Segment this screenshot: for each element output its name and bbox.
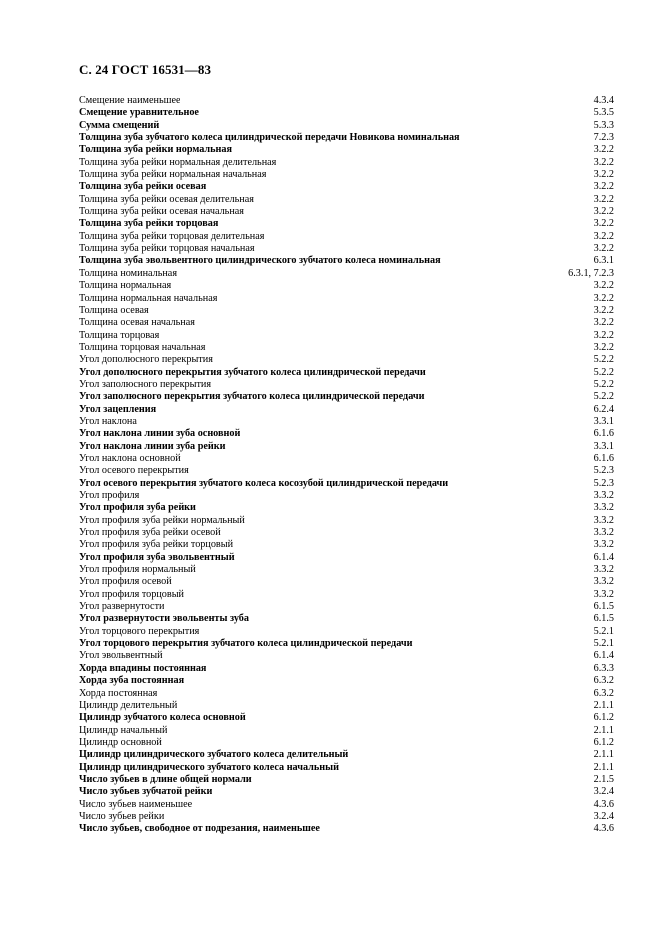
index-entry <box>79 762 614 774</box>
index-reference: 3.2.2 <box>593 193 614 205</box>
index-entry <box>79 527 614 539</box>
index-reference: 3.2.2 <box>593 156 614 168</box>
alphabetical-index <box>79 95 614 836</box>
index-entry <box>79 737 614 749</box>
index-reference: 3.3.2 <box>593 502 614 514</box>
index-entry <box>79 552 614 564</box>
index-entry <box>79 194 614 206</box>
index-term: Число зубьев, свободное от подрезания, наименьшее <box>79 823 320 835</box>
index-entry <box>79 181 614 193</box>
index-entry <box>79 379 614 391</box>
index-term: Цилиндр цилиндрического зубчатого колеса делительный <box>79 749 349 761</box>
page-header: С. 24 ГОСТ 16531—83 <box>79 62 212 77</box>
index-reference: 3.2.2 <box>593 292 614 304</box>
index-reference: 5.2.3 <box>593 465 614 477</box>
index-reference: 4.3.4 <box>593 95 614 106</box>
index-term: Толщина зуба рейки торцовая делительная <box>79 230 265 242</box>
index-entry <box>79 293 614 305</box>
index-reference: 5.2.1 <box>593 638 614 650</box>
index-reference: 2.1.1 <box>593 699 614 711</box>
index-entry <box>79 367 614 379</box>
index-term: Цилиндр начальный <box>79 724 168 736</box>
index-term: Угол наклона <box>79 415 137 427</box>
index-term: Толщина зуба рейки торцовая <box>79 218 219 230</box>
index-entry <box>79 564 614 576</box>
index-reference: 6.3.2 <box>593 687 614 699</box>
index-entry <box>79 502 614 514</box>
index-term: Угол торцового перекрытия <box>79 625 200 637</box>
index-term: Угол осевого перекрытия зубчатого колеса косозубой цилиндрической передачи <box>79 477 449 489</box>
index-entry <box>79 354 614 366</box>
index-entry <box>79 725 614 737</box>
index-term: Толщина зуба рейки осевая начальная <box>79 206 244 218</box>
index-entry <box>79 157 614 169</box>
index-term: Толщина осевая <box>79 304 149 316</box>
index-entry <box>79 465 614 477</box>
index-reference: 6.1.6 <box>593 428 614 440</box>
index-term: Число зубьев в длине общей нормали <box>79 773 252 785</box>
index-entry <box>79 132 614 144</box>
index-reference: 6.1.4 <box>593 551 614 563</box>
index-entry <box>79 650 614 662</box>
index-term: Угол профиля торцовый <box>79 588 184 600</box>
index-reference: 3.3.2 <box>593 564 614 576</box>
index-reference: 4.3.6 <box>593 798 614 810</box>
index-term: Толщина нормальная начальная <box>79 292 218 304</box>
index-entry <box>79 601 614 613</box>
index-reference: 3.2.2 <box>593 304 614 316</box>
index-entry <box>79 675 614 687</box>
index-entry <box>79 169 614 181</box>
index-reference: 7.2.3 <box>593 132 614 144</box>
index-reference: 3.2.2 <box>593 341 614 353</box>
index-reference: 3.3.1 <box>593 415 614 427</box>
index-entry <box>79 218 614 230</box>
index-reference: 5.2.3 <box>593 477 614 489</box>
index-reference: 2.1.5 <box>593 773 614 785</box>
index-entry <box>79 774 614 786</box>
index-entry <box>79 688 614 700</box>
index-entry <box>79 317 614 329</box>
index-term: Угол зацепления <box>79 403 157 415</box>
index-term: Толщина зуба рейки нормальная <box>79 144 233 156</box>
index-entry <box>79 268 614 280</box>
index-reference: 3.3.2 <box>593 576 614 588</box>
index-entry <box>79 453 614 465</box>
index-reference: 6.3.1, 7.2.3 <box>568 267 614 279</box>
index-term: Толщина осевая начальная <box>79 317 195 329</box>
index-reference: 6.1.2 <box>593 712 614 724</box>
index-reference: 6.1.4 <box>593 650 614 662</box>
index-entry <box>79 95 614 107</box>
index-reference: 2.1.1 <box>593 761 614 773</box>
index-term: Смещение уравнительное <box>79 107 199 119</box>
index-reference: 3.2.2 <box>593 230 614 242</box>
index-term: Цилиндр делительный <box>79 699 178 711</box>
index-reference: 3.2.2 <box>593 243 614 255</box>
index-entry <box>79 576 614 588</box>
index-entry <box>79 799 614 811</box>
index-reference: 6.1.6 <box>593 452 614 464</box>
index-term: Угол торцового перекрытия зубчатого колеса цилиндрической передачи <box>79 638 413 650</box>
index-term: Число зубьев рейки <box>79 810 165 822</box>
index-entry <box>79 416 614 428</box>
index-term: Угол дополюсного перекрытия <box>79 354 213 366</box>
index-reference: 6.1.2 <box>593 736 614 748</box>
index-reference: 3.2.2 <box>593 329 614 341</box>
index-term: Цилиндр зубчатого колеса основной <box>79 712 246 724</box>
index-entry <box>79 700 614 712</box>
index-reference: 5.2.2 <box>593 354 614 366</box>
index-reference: 2.1.1 <box>593 749 614 761</box>
index-entry <box>79 231 614 243</box>
index-entry <box>79 255 614 267</box>
index-reference: 3.2.2 <box>593 144 614 156</box>
index-entry <box>79 305 614 317</box>
index-reference: 3.2.2 <box>593 317 614 329</box>
index-term: Угол профиля зуба рейки нормальный <box>79 514 245 526</box>
index-entry <box>79 107 614 119</box>
index-term: Хорда зуба постоянная <box>79 675 185 687</box>
index-reference: 6.1.5 <box>593 613 614 625</box>
index-term: Толщина номинальная <box>79 267 178 279</box>
index-entry <box>79 144 614 156</box>
index-entry <box>79 539 614 551</box>
index-reference: 3.3.2 <box>593 490 614 501</box>
index-term: Смещение наименьшее <box>79 95 181 106</box>
index-entry <box>79 823 614 835</box>
index-entry <box>79 589 614 601</box>
index-term: Толщина зуба рейки торцовая начальная <box>79 243 255 255</box>
index-entry <box>79 786 614 798</box>
index-term: Толщина нормальная <box>79 280 172 292</box>
index-reference: 5.2.2 <box>593 391 614 403</box>
index-term: Угол осевого перекрытия <box>79 465 189 477</box>
index-reference: 4.3.6 <box>593 823 614 835</box>
index-entry <box>79 749 614 761</box>
index-reference: 3.2.2 <box>593 169 614 181</box>
index-term: Угол дополюсного перекрытия зубчатого колеса цилиндрической передачи <box>79 366 426 378</box>
index-term: Цилиндр основной <box>79 736 162 748</box>
index-entry <box>79 330 614 342</box>
index-reference: 3.3.1 <box>593 440 614 452</box>
index-entry <box>79 404 614 416</box>
index-term: Угол развернутости эвольвенты зуба <box>79 613 249 625</box>
index-term: Угол профиля <box>79 490 140 501</box>
index-term: Хорда впадины постоянная <box>79 662 207 674</box>
index-term: Угол профиля осевой <box>79 576 172 588</box>
index-reference: 6.1.5 <box>593 601 614 613</box>
index-term: Угол наклона основной <box>79 452 181 464</box>
index-term: Хорда постоянная <box>79 687 158 699</box>
index-entry <box>79 712 614 724</box>
index-term: Угол заполюсного перекрытия зубчатого колеса цилиндрической передачи <box>79 391 425 403</box>
index-reference: 6.3.3 <box>593 662 614 674</box>
index-term: Сумма смещений <box>79 119 160 131</box>
index-entry <box>79 515 614 527</box>
index-reference: 2.1.1 <box>593 724 614 736</box>
index-term: Число зубьев зубчатой рейки <box>79 786 213 798</box>
index-entry <box>79 663 614 675</box>
index-entry <box>79 342 614 354</box>
index-entry <box>79 490 614 502</box>
index-reference: 3.3.2 <box>593 514 614 526</box>
index-term: Угол эвольвентный <box>79 650 163 662</box>
index-reference: 3.2.4 <box>593 810 614 822</box>
index-entry <box>79 120 614 132</box>
index-reference: 3.2.2 <box>593 280 614 292</box>
index-reference: 5.2.1 <box>593 625 614 637</box>
index-reference: 6.3.1 <box>593 255 614 267</box>
index-term: Угол профиля зуба рейки торцовый <box>79 539 234 551</box>
index-term: Угол развернутости <box>79 601 165 613</box>
index-reference: 3.2.2 <box>593 181 614 193</box>
index-term: Толщина зуба рейки осевая <box>79 181 207 193</box>
index-entry <box>79 441 614 453</box>
index-term: Толщина торцовая <box>79 329 160 341</box>
index-reference: 3.3.2 <box>593 539 614 551</box>
index-entry <box>79 428 614 440</box>
index-entry <box>79 206 614 218</box>
index-term: Угол профиля зуба рейки <box>79 502 196 514</box>
index-reference: 3.3.2 <box>593 588 614 600</box>
index-reference: 6.2.4 <box>593 403 614 415</box>
index-entry <box>79 280 614 292</box>
index-reference: 5.2.2 <box>593 366 614 378</box>
index-term: Толщина зуба рейки нормальная начальная <box>79 169 267 181</box>
index-entry <box>79 478 614 490</box>
index-reference: 6.3.2 <box>593 675 614 687</box>
index-reference: 3.2.2 <box>593 206 614 218</box>
index-term: Толщина зуба эвольвентного цилиндрического зубчатого колеса номинальная <box>79 255 441 267</box>
index-term: Угол наклона линии зуба рейки <box>79 440 226 452</box>
index-term: Угол наклона линии зуба основной <box>79 428 241 440</box>
index-reference: 5.2.2 <box>593 378 614 390</box>
index-term: Толщина торцовая начальная <box>79 341 206 353</box>
index-entry <box>79 638 614 650</box>
index-reference: 3.2.2 <box>593 218 614 230</box>
index-term: Угол профиля нормальный <box>79 564 196 576</box>
index-term: Толщина зуба зубчатого колеса цилиндрической передачи Новикова номинальная <box>79 132 460 144</box>
index-reference: 5.3.3 <box>593 119 614 131</box>
index-entry <box>79 626 614 638</box>
index-reference: 3.2.4 <box>593 786 614 798</box>
index-reference: 5.3.5 <box>593 107 614 119</box>
index-term: Угол профиля зуба эвольвентный <box>79 551 235 563</box>
index-entry <box>79 811 614 823</box>
index-reference: 3.3.2 <box>593 527 614 539</box>
index-term: Угол заполюсного перекрытия <box>79 378 212 390</box>
index-entry <box>79 613 614 625</box>
index-entry <box>79 243 614 255</box>
index-term: Толщина зуба рейки нормальная делительная <box>79 156 277 168</box>
index-term: Толщина зуба рейки осевая делительная <box>79 193 254 205</box>
index-entry <box>79 391 614 403</box>
index-term: Угол профиля зуба рейки осевой <box>79 527 221 539</box>
index-term: Число зубьев наименьшее <box>79 798 193 810</box>
index-term: Цилиндр цилиндрического зубчатого колеса начальный <box>79 761 339 773</box>
